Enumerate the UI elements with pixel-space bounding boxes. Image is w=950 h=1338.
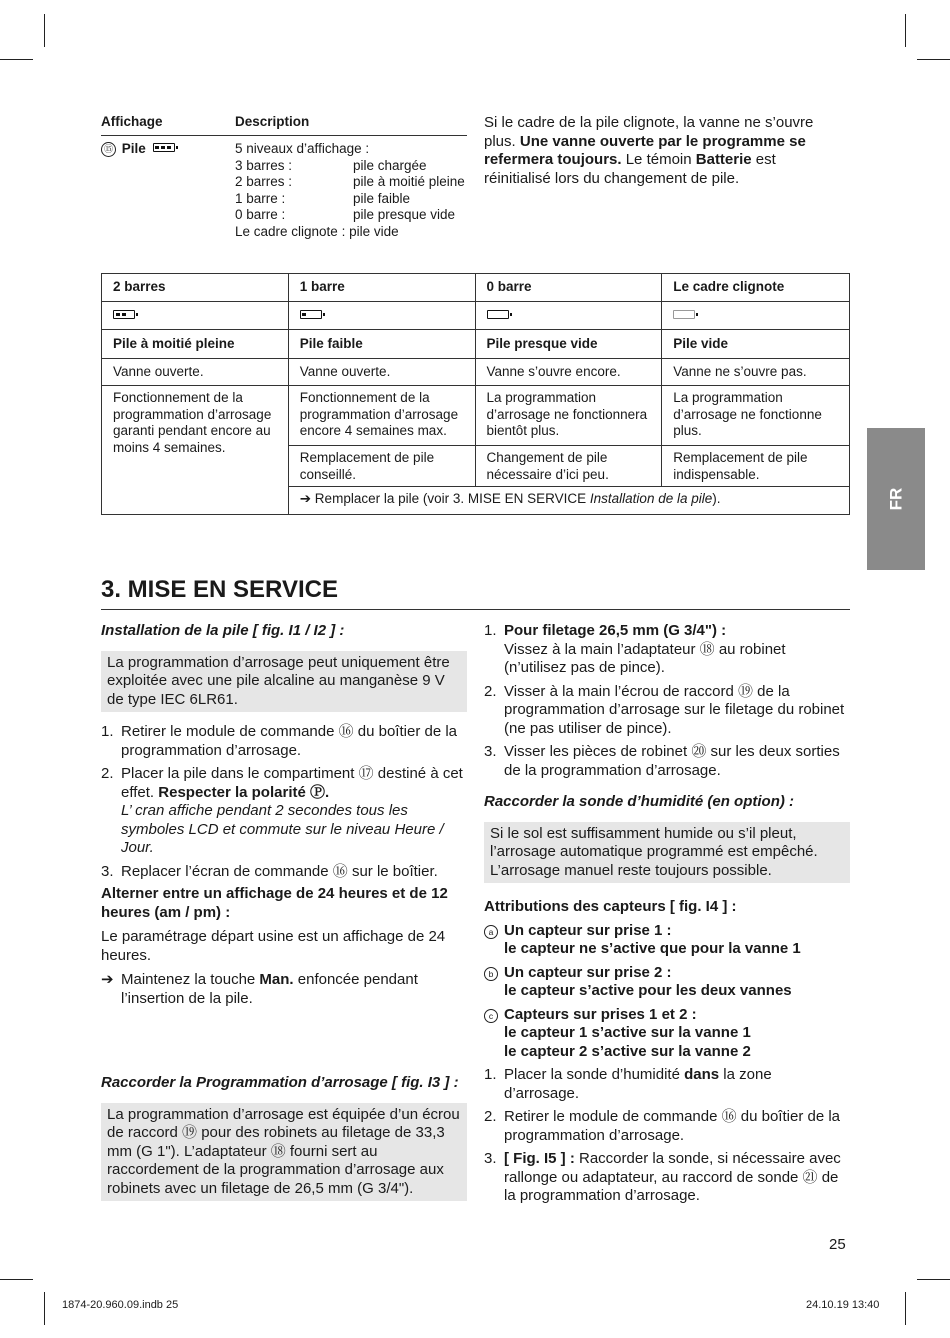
- header-cell: 2 barres: [102, 274, 289, 302]
- level-row: 3 barres : pile chargée: [235, 157, 427, 173]
- crop-mark: [917, 1279, 950, 1280]
- list-item: 1. Retirer le module de commande ⑯ du boîtier de la programmation d’arrosage.: [101, 723, 458, 759]
- state-cell: Pile vide: [662, 330, 850, 359]
- time-format-heading: Alterner entre un affichage de 24 heures et de 12 heures (am / pm) :: [101, 885, 448, 921]
- display-col-header: Affichage: [101, 114, 163, 129]
- install-heading: Installation de la pile [ fig. I1 / I2 ] :: [101, 622, 345, 639]
- header-cell: Le cadre clignote: [662, 274, 850, 302]
- replace-instruction-cell: ➔ Remplacer la pile (voir 3. MISE EN SERVICE Installation de la pile).: [288, 487, 849, 515]
- list-item: 2. Visser à la main l’écrou de raccord ⑲ de la programmation d’arrosage sur le filetage du robinet (ne pas utiliser de pince).: [484, 682, 845, 737]
- connect-steps: [484, 622, 850, 780]
- connect-heading: Raccorder la Programmation d’arrosage [ fig. I3 ] :: [101, 1074, 459, 1091]
- battery-levels-description: [235, 141, 475, 240]
- battery-two-bars-icon: [113, 310, 135, 319]
- page-number: 25: [829, 1236, 846, 1253]
- sensor-steps: [484, 1066, 850, 1206]
- crop-mark: [905, 14, 906, 47]
- battery-display-label: [101, 141, 175, 158]
- valve-cell: Vanne ouverte.: [288, 359, 475, 386]
- list-item: 3. [ Fig. I5 ] : Raccorder la sonde, si nécessaire avec rallonge ou adaptateur, au raccord de sonde ㉑ de la programmation d’arrosage.: [484, 1150, 841, 1205]
- item-number: ⑮: [101, 142, 116, 157]
- level-row: 2 barres : pile à moitié pleine: [235, 174, 465, 189]
- table-rule: [101, 135, 467, 136]
- crop-mark: [44, 14, 45, 47]
- arrow-icon: ➔: [101, 971, 114, 989]
- function-cell: La programmation d’arrosage ne fonctionne plus.: [662, 386, 850, 446]
- function-cell: Fonctionnement de la programmation d’arrosage encore 4 semaines max.: [288, 386, 475, 446]
- option-c-marker: c: [484, 1009, 498, 1023]
- install-steps: [101, 723, 467, 881]
- battery-blinking-icon: [673, 310, 695, 319]
- item-label: Pile: [121, 141, 146, 156]
- header-cell: 0 barre: [475, 274, 662, 302]
- valve-cell: Vanne s’ouvre encore.: [475, 359, 662, 386]
- sensor-option-b: b Un capteur sur prise 2 : le capteur s’active pour les deux vannes: [484, 964, 850, 1001]
- section-title: 3. MISE EN SERVICE: [101, 576, 338, 603]
- crop-mark: [0, 1279, 33, 1280]
- blink-level: Le cadre clignote : pile vide: [235, 223, 399, 239]
- time-format-action: ➔ Maintenez la touche Man. enfoncée pendant l’insertion de la pile.: [101, 971, 418, 1007]
- battery-note: Si le cadre de la pile clignote, la vanne ne s’ouvre plus. Une vanne ouverte par le programme se refermera toujours. Le témoin Batterie est réinitialisé lors du changement de pile.: [484, 114, 814, 187]
- replace-cell: Remplacement de pile conseillé.: [288, 446, 475, 487]
- state-cell: Pile à moitié pleine: [102, 330, 289, 359]
- level-row: 0 barre : pile presque vide: [235, 207, 456, 222]
- time-format-text: Le paramétrage départ usine est un affichage de 24 heures.: [101, 928, 446, 964]
- icon-cell: [662, 302, 850, 330]
- function-cell: La programmation d’arrosage ne fonctionnera bientôt plus.: [475, 386, 662, 446]
- install-note: La programmation d’arrosage peut uniquement être exploitée avec une pile alcaline au manganèse 9 V de type IEC 6LR61.: [101, 651, 467, 713]
- sensor-heading: Raccorder la sonde d’humidité (en option) :: [484, 793, 795, 810]
- list-item: 1. Placer la sonde d’humidité dans la zone d’arrosage.: [484, 1066, 772, 1102]
- crop-mark: [917, 59, 950, 60]
- list-item: 2. Retirer le module de commande ⑯ du boîtier de la programmation d’arrosage.: [484, 1108, 841, 1144]
- valve-cell: Vanne ne s’ouvre pas.: [662, 359, 850, 386]
- crop-mark: [905, 1292, 906, 1325]
- level-row: 1 barre : pile faible: [235, 190, 411, 206]
- header-cell: 1 barre: [288, 274, 475, 302]
- left-column-bottom: [101, 1074, 467, 1201]
- icon-cell: [288, 302, 475, 330]
- replace-cell: Changement de pile nécessaire d’ici peu.: [475, 446, 662, 487]
- function-cell: Fonctionnement de la programmation d’arrosage garanti pendant encore au moins 4 semaines.: [102, 386, 289, 515]
- levels-intro: 5 niveaux d’affichage :: [235, 141, 370, 156]
- sensor-option-c: c Capteurs sur prises 1 et 2 : le capteur 1 s’active sur la vanne 1 le capteur 2 s’active sur la vanne 2: [484, 1006, 850, 1062]
- crop-mark: [44, 1292, 45, 1325]
- language-tab: FR: [867, 428, 925, 570]
- print-footer-right: 24.10.19 13:40: [806, 1299, 880, 1311]
- left-column: [101, 622, 467, 1008]
- state-cell: Pile presque vide: [475, 330, 662, 359]
- replace-cell: Remplacement de pile indispensable.: [662, 446, 850, 487]
- sensor-option-a: a Un capteur sur prise 1 : le capteur ne s’active que pour la vanne 1: [484, 922, 850, 959]
- right-column: [484, 622, 850, 1211]
- option-b-marker: b: [484, 967, 498, 981]
- list-item: 3. Visser les pièces de robinet ⑳ sur les deux sorties de la programmation d’arrosage.: [484, 743, 840, 779]
- description-col-header: Description: [235, 114, 310, 129]
- section-rule: [101, 609, 850, 610]
- battery-one-bar-icon: [300, 310, 322, 319]
- icon-cell: [102, 302, 289, 330]
- list-item: 1. Pour filetage 26,5 mm (G 3/4") : Vissez à la main l’adaptateur ⑱ au robinet (n’utilisez pas de pince).: [484, 622, 786, 676]
- battery-status-table: [101, 273, 850, 515]
- sensor-note: Si le sol est suffisamment humide ou s’il pleut, l’arrosage automatique programmé est empêché. L’arrosage manuel reste toujours possible.: [484, 822, 850, 884]
- state-cell: Pile faible: [288, 330, 475, 359]
- list-item: 3. Replacer l’écran de commande ⑯ sur le boîtier.: [101, 862, 438, 880]
- list-item: 2. Placer la pile dans le compartiment ⑰ destiné à cet effet. Respecter la polarité Ⓟ. L’ cran affiche pendant 2 secondes tous les symboles LCD et commute sur le niveau Heure / Jour.: [101, 765, 463, 857]
- sensor-attr-heading: Attributions des capteurs [ fig. I4 ] :: [484, 898, 737, 916]
- option-a-marker: a: [484, 925, 498, 939]
- print-footer-left: 1874-20.960.09.indb 25: [62, 1299, 179, 1311]
- battery-empty-icon: [487, 310, 509, 319]
- icon-cell: [475, 302, 662, 330]
- crop-mark: [0, 59, 33, 60]
- valve-cell: Vanne ouverte.: [102, 359, 289, 386]
- connect-note: La programmation d’arrosage est équipée d’un écrou de raccord ⑲ pour des robinets au filetage de 33,3 mm (G 1"). L’adaptateur ⑱ fourni sert au raccordement de la programmation d’arrosage aux robinets avec un filetage de 26,5 mm (G 3/4").: [101, 1103, 467, 1202]
- battery-full-icon: [153, 143, 175, 152]
